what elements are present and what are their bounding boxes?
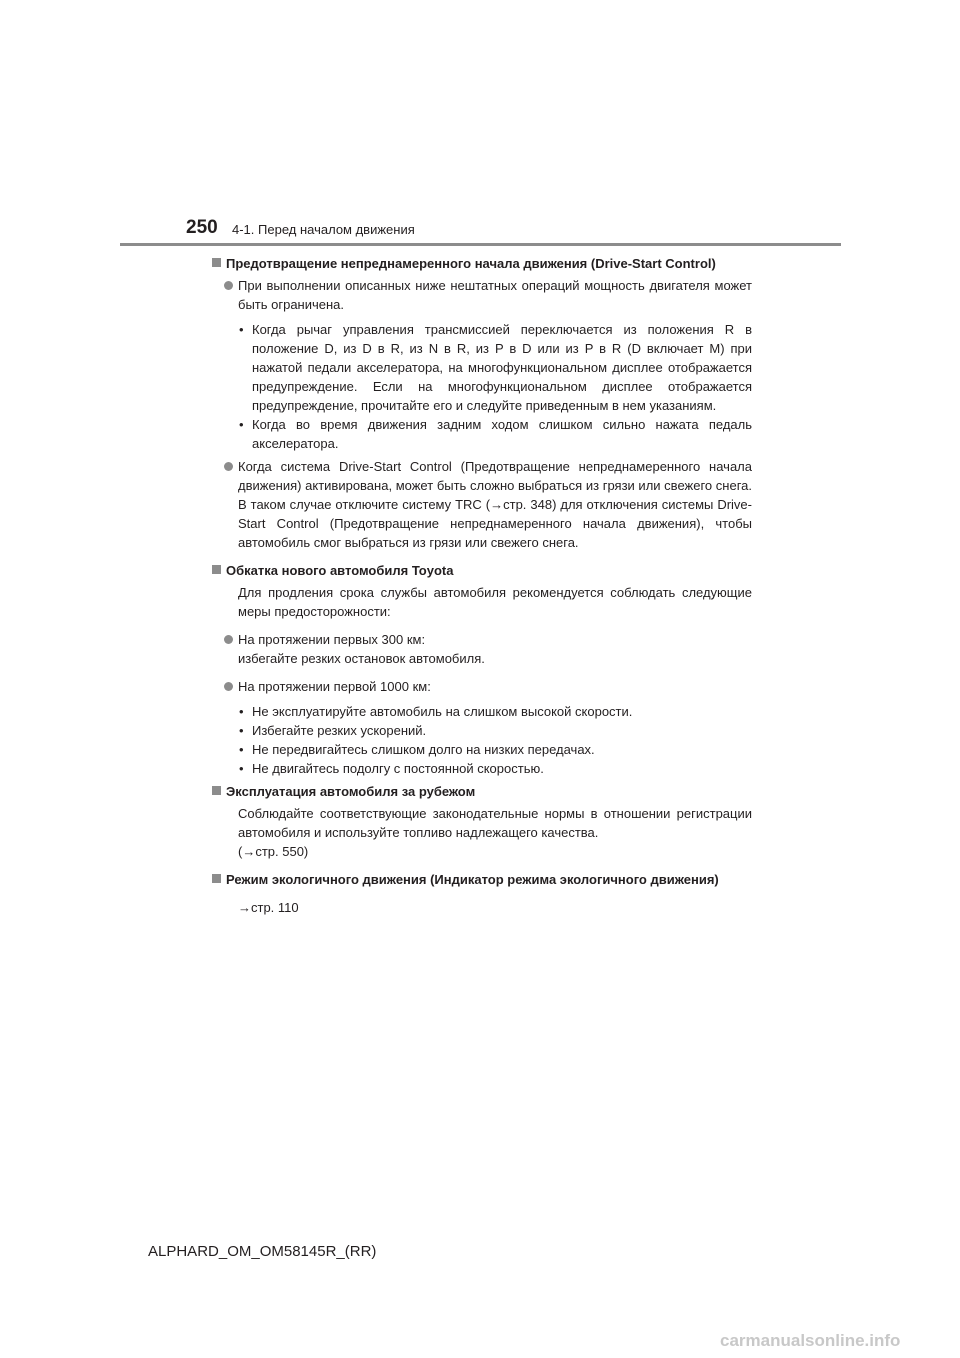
sub-item: • Избегайте резких ускорений.: [239, 723, 427, 738]
heading-break-in: Обкатка нового автомобиля Toyota: [212, 561, 752, 580]
small-bullet-icon: •: [239, 704, 244, 719]
circle-bullet-icon: [224, 682, 233, 691]
sub-item: • Не передвигайтесь слишком долго на низких передачах.: [239, 742, 595, 757]
bullet-item: Когда система Drive-Start Control (Предотвращение непреднамеренного начала движения) активирована, может быть сложно выбраться из грязи или свежего снега. В таком случае отключите систему TRC (→стр. 348) для отключения системы Drive-Start Control (Предотвращение непреднамеренного начала движения), чтобы автомобиль смог выбраться из грязи или свежего снега.: [212, 457, 752, 552]
circle-bullet-icon: [224, 635, 233, 644]
sub-list: [212, 702, 752, 778]
page-content: [212, 252, 752, 917]
small-bullet-icon: •: [239, 742, 244, 757]
page-header: [0, 0, 960, 250]
circle-bullet-icon: [224, 462, 233, 471]
heading-drive-start-control: Предотвращение непреднамеренного начала движения (Drive-Start Control): [212, 254, 752, 273]
watermark: carmanualsonline.info: [720, 1331, 901, 1350]
small-bullet-icon: •: [239, 761, 244, 776]
bullet-item: На протяжении первых 300 км: избегайте резких остановок автомобиля.: [212, 630, 752, 668]
page-reference: →стр. 110: [238, 900, 299, 915]
circle-bullet-icon: [224, 281, 233, 290]
small-bullet-icon: •: [239, 723, 244, 738]
heading-eco-mode: Режим экологичного движения (Индикатор режима экологичного движения): [212, 870, 752, 889]
paragraph: Для продления срока службы автомобиля рекомендуется соблюдать следующие меры предосторожности:: [238, 585, 752, 619]
bullet-item: На протяжении первой 1000 км:: [212, 677, 752, 696]
paragraph: Соблюдайте соответствующие законодательные нормы в отношении регистрации автомобиля и используйте топливо надлежащего качества. (→стр. 550): [238, 806, 752, 859]
page-number: 250: [186, 217, 218, 238]
heading-abroad: Эксплуатация автомобиля за рубежом: [212, 782, 752, 801]
square-bullet-icon: [212, 258, 221, 267]
square-bullet-icon: [212, 786, 221, 795]
bullet-item: При выполнении описанных ниже нештатных операций мощность двигателя может быть ограничена.: [212, 276, 752, 314]
section-title: 4-1. Перед началом движения: [232, 222, 415, 237]
document-code: ALPHARD_OM_OM58145R_(RR): [148, 1243, 377, 1260]
sub-item: • Не эксплуатируйте автомобиль на слишком высокой скорости.: [239, 704, 633, 719]
sub-item: • Когда во время движения задним ходом слишком сильно нажата педаль акселератора.: [239, 417, 752, 451]
sub-item: • Не двигайтесь подолгу с постоянной скоростью.: [239, 761, 544, 776]
small-bullet-icon: •: [239, 322, 244, 337]
square-bullet-icon: [212, 874, 221, 883]
small-bullet-icon: •: [239, 417, 244, 432]
sub-list: [212, 320, 752, 453]
square-bullet-icon: [212, 565, 221, 574]
page-reference: (→стр. 550): [238, 844, 309, 859]
sub-item: • Когда рычаг управления трансмиссией переключается из положения R в положение D, из D в R, из N в R, из P в D или из P в R (D включает M) при нажатой педали акселератора, на многофункциональном дисплее отображается предупреждение. Если на многофункциональном дисплее отображается предупреждение, прочитайте его и следуйте приведенным в нем указаниям.: [239, 322, 752, 413]
header-divider: [120, 243, 841, 246]
